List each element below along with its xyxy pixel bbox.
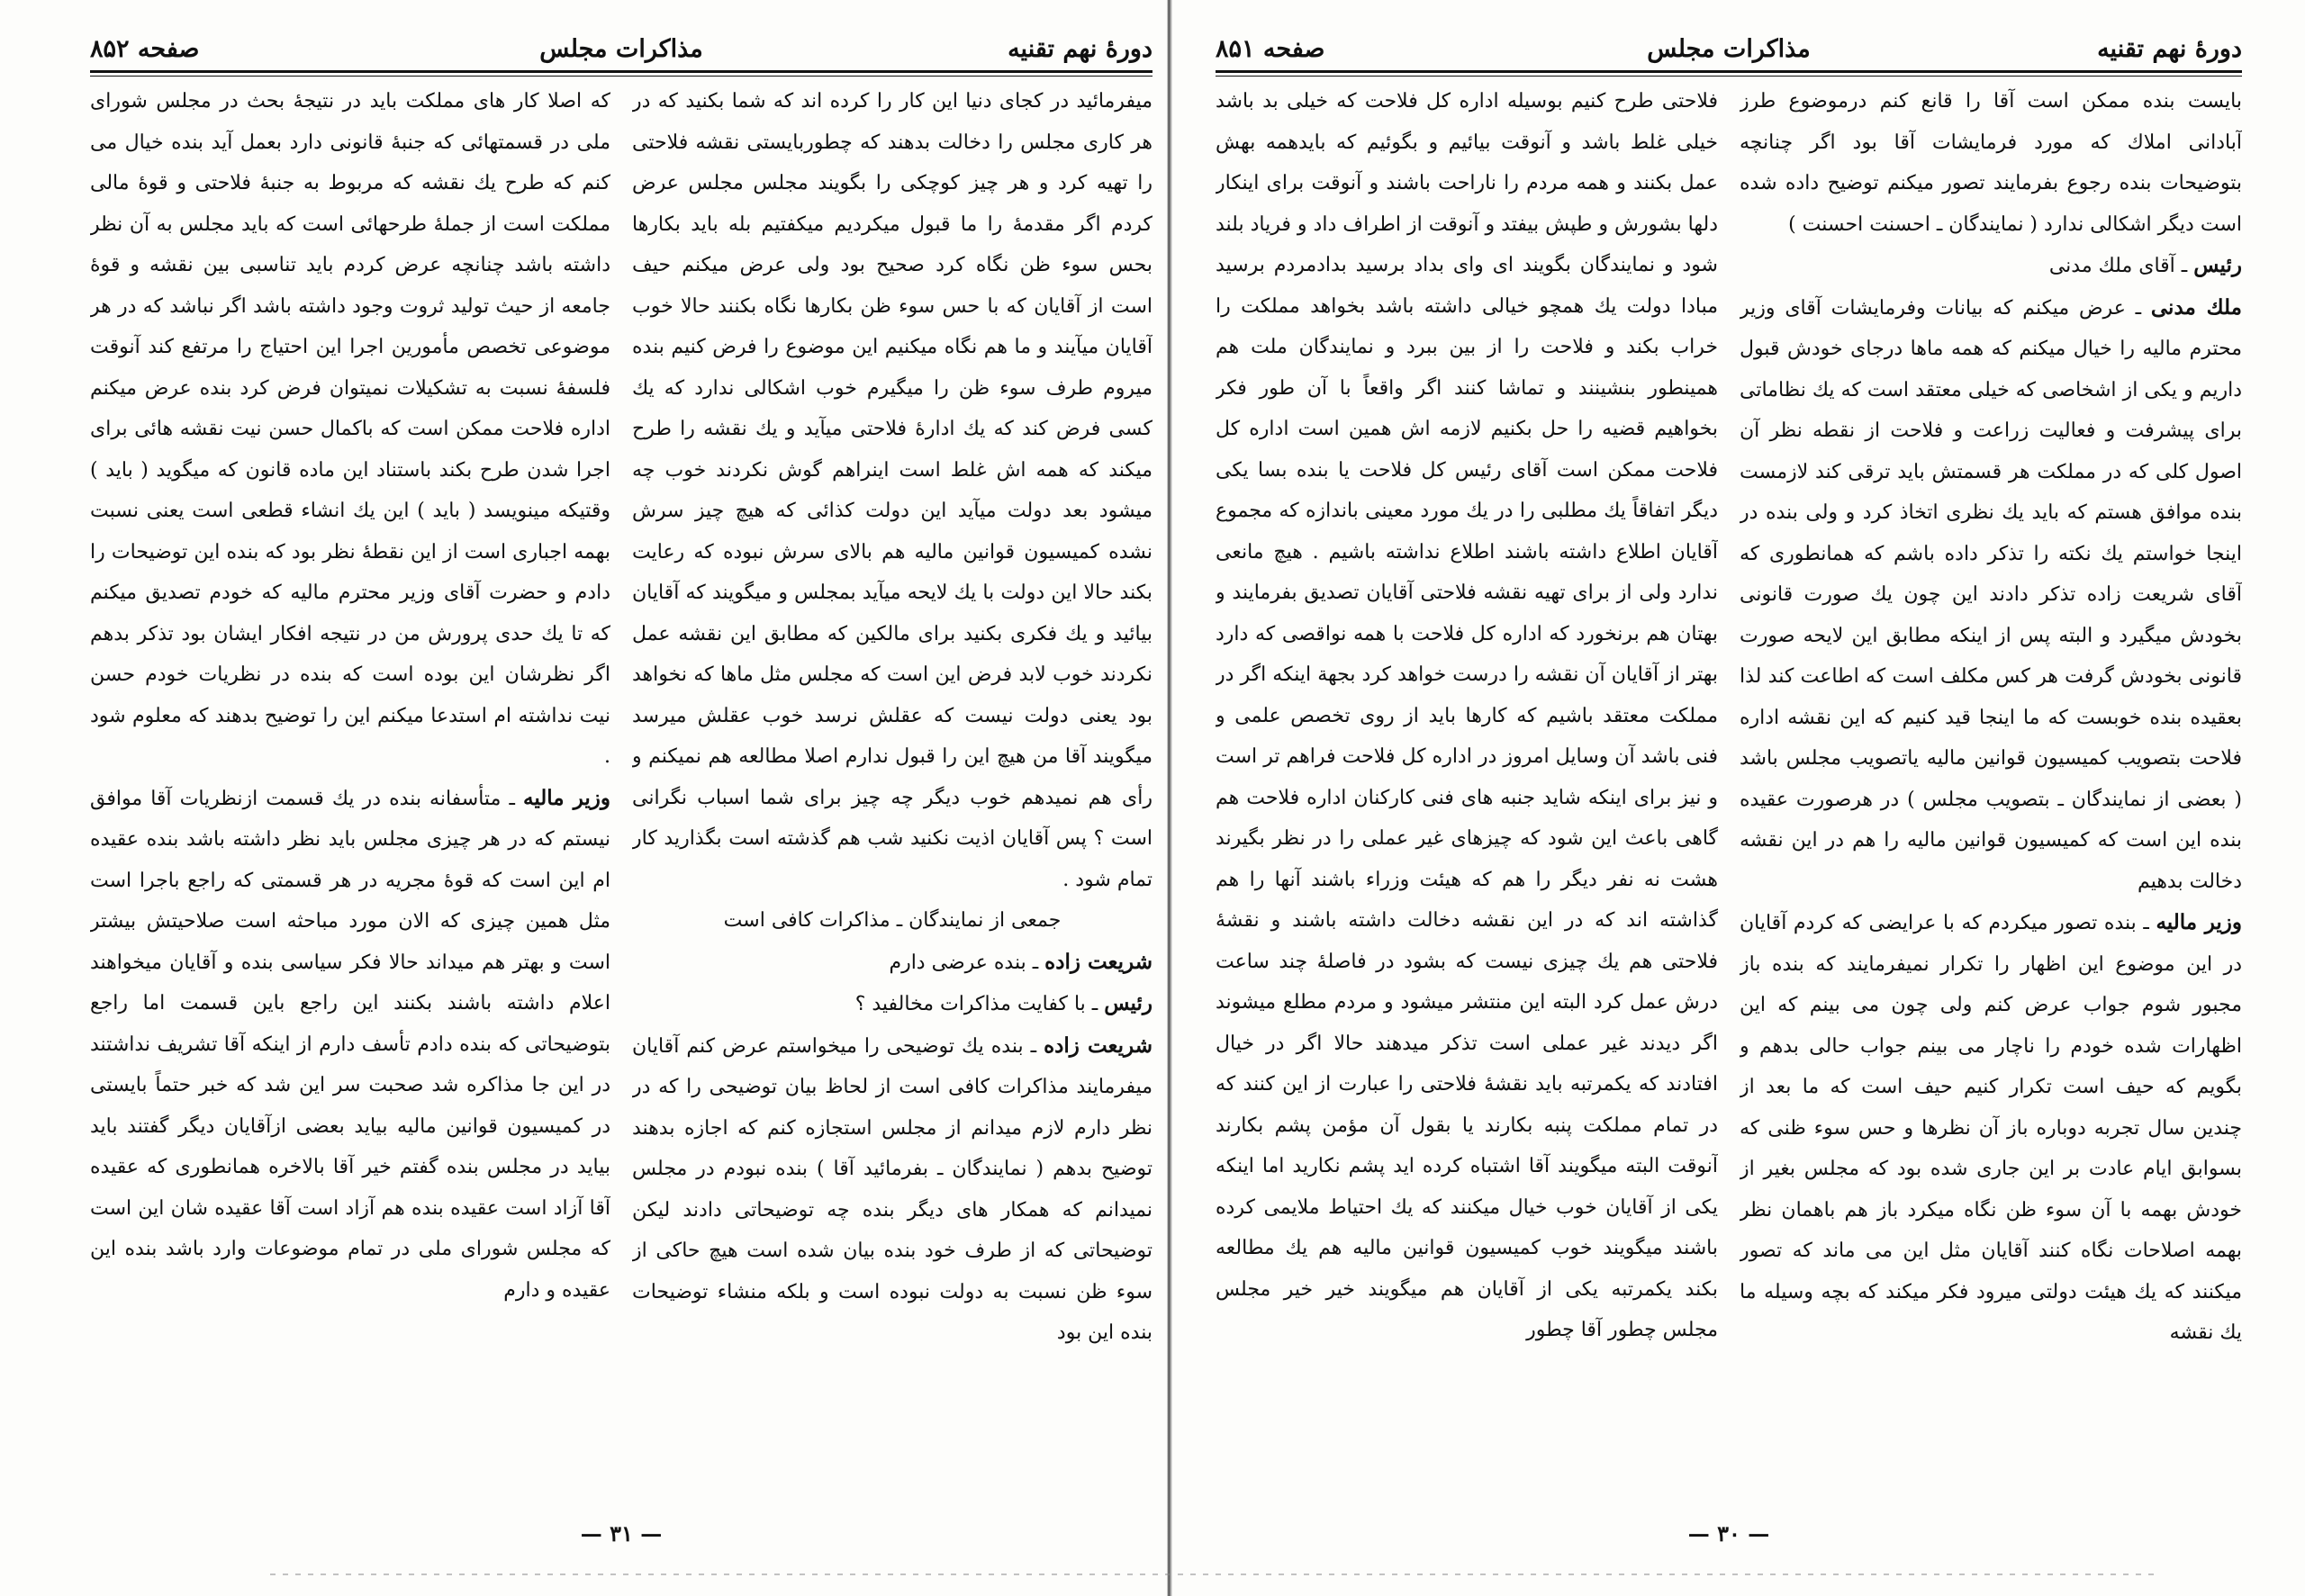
paragraph: جمعی از نمایندگان ـ مذاکرات کافی است [723,909,1062,932]
scan-artifact [270,1573,2161,1575]
speaker-name: شریعت زاده [1044,1032,1152,1058]
left-page-session-label: دورهٔ نهم تقنیه [1008,34,1152,63]
paragraph: رئیس ـ آقای ملك مدنی [2048,253,2242,277]
paragraph: فلاحتی طرح کنیم بوسیله اداره کل فلاحت که خیلی بد باشد خیلی غلط باشد و آنوقت بیائیم و بگوئیم که بایدهمه بهش عمل بکنند و همه مردم را ناراحت باشند و آنوقت برای اینکار دلها بشورش و طپش بیفتد و آنوقت از اطراف داد و فریاد بلند شود و نمایندگان بگویند ای وای بداد برسید بدادمردم برسید مبادا دولت یك همچو خیالی داشته باشد بخواهد مملکت را خراب بکند و فلاحت را از بین ببرد و نمایندگان ملت هم همینطور بنشینند و تماشا کنند اگر واقعاً با آن طور فکر بخواهیم قضیه را حل بکنیم لازمه اش همین است اداره کل فلاحت ممکن است آقای رئیس کل فلاحت یا بنده بسا یکی دیگر اتفاقاً یك مطلبی را در یك مورد معینی باندازه که مجموع آقایان اطلاع داشته باشند اطلاع نداشته باشیم . هیچ مانعی ندارد ولی از برای تهیه نقشه فلاحتی آقایان تصدیق بفرمایند و بهتان هم برنخورد که اداره کل فلاحت با همه نواقصی که دارد بهتر از آقایان آن نقشه را درست خواهد کرد بجهة اینکه اگر در مملکت معتقد باشیم که کارها باید از روی تخصص علمی و فنی باشد آن وسایل امروز در اداره کل فلاحت فراهم تر است و نیز برای اینکه شاید جنبه های فنی کارکنان اداره فلاحت هم گاهی باعث این شود که چیزهای غیر عملی را در نظر بگیرند هشت نه نفر دیگر را هم که هیئت وزراء باشند آنها را هم گذاشته اند که در این نقشه دخالت داشته باشند و نقشهٔ فلاحتی هم یك چیزی نیست که بشود در فاصلهٔ چند ساعت درش عمل کرد البته این منتشر میشود و مردم مطلع میشوند اگر دیدند غیر عملی است تذکر میدهند حالا اگر در خیال افتادند که یکمرتبه باید نقشهٔ فلاحتی را عبارت از این کنند که در تمام مملکت پنبه بکارند یا بقول آن مؤمن پشم بکارند آنوقت البته میگویند آقا اشتباه کرده اید پشم نکارید اما اینکه یکی از آقایان خوب خیال میکنند که یك احتیاط ملایمی کرده باشند میگویند خوب کمیسیون قوانین مالیه هم یك مطالعه بکند یکمرتبه یکی از آقایان هم میگویند خیر خیر مجلس مجلس چطور آقا چطور [1216,90,1718,1341]
right-page-column-left [1216,81,1718,1519]
left-page-header [90,31,1152,67]
left-page-columns [90,81,1152,1519]
paragraph: رئیس ـ با کفایت مذاکرات مخالفید ؟ [854,991,1152,1015]
speaker-name: ملك مدنی [2150,294,2242,320]
right-page-page-number: صفحه ۸۵۱ [1216,34,1325,63]
left-page-folio: — ۳۱ — [580,1520,663,1546]
paragraph: ملك مدنی ـ عرض میکنم که بیانات وفرمایشات آقای وزیر محترم مالیه را خیال میکنم که همه ماها درجای خودش قبول داریم و یکی از اشخاصی که خیلی معتقد است که یك نظاماتی برای پیشرفت و فعالیت زراعت و فلاحت از نقطه نظر آن اصول کلی که در مملکت هر قسمتش باید ترقی کند لازمست بنده موافق هستم که باید یك نظری اتخاذ کرد و ولی بنده در اینجا خواستم یك نکته را تذکر داده باشم که همانطوری که آقای شریعت زاده تذکر دادند این چون یك صورت قانونی بخودش میگیرد و البته پس از اینکه مطابق این لایحه صورت قانونی بخودش گرفت هر کس مکلف است که اطاعت کند لذا بعقیده بنده خوبست که ما اینجا قید کنیم که این نقشه اداره فلاحت بتصویب کمیسیون قوانین مالیه یاتصویب مجلس باشد ( بعضی از نمایندگان ـ بتصویب مجلس ) در هرصورت عقیده بنده این است که کمیسیون قوانین مالیه را هم در این نقشه دخالت بدهیم [1740,294,2242,893]
paragraph: بایست بنده ممکن است آقا را قانع کنم درموضوع طرز آبادانی املاك که مورد فرمایشات آقا بود اگر چنانچه بتوضیحات بنده رجوع بفرمایند تصور میکنم توضیح داده شده است دیگر اشکالی ندارد ( نمایندگان ـ احسنت احسنت ) [1740,90,2242,236]
speaker-name: رئیس [2193,253,2242,277]
right-page-running-title: مذاکرات مجلس [1647,34,1811,63]
right-page-header [1216,31,2242,67]
left-page-header-rule [90,70,1152,77]
paragraph: میفرمائید در کجای دنیا این کار را کرده اند که شما بکنید که در هر کاری مجلس را دخالت بدهند که چطوربایستی نقشه فلاحتی را تهیه کرد و هر چیز کوچکی را بگویند مجلس مجلس عرض کردم اگر مقدمهٔ را ما قبول میکردیم میکفتیم بله باید بکارها بحس سوء ظن نگاه کرد صحیح بود ولی عرض میکنم حیف است از آقایان که با حس سوء ظن بکارها نگاه بکنند حالا خوب آقایان میآیند و ما هم نگاه میکنیم این موضوع را فرض کنیم بنده میروم طرف سوء ظن را میگیرم خوب اشکالی ندارد که یك کسی فرض کند که یك ادارهٔ فلاحتی میآید و یك نقشه را طرح میکند که همه اش غلط است اینراهم گوش نکردند خوب چه میشود بعد دولت میآید این دولت کذائی که هیچ چیز سرش نشده کمیسیون قوانین مالیه هم بالای سرش نبوده که رعایت بکند حالا این دولت با یك لایحه میآید بمجلس و میگویند که آقایان بیائید و یك فکری بکنید برای مالکین که مطابق این نقشه عمل نکردند خوب لابد فرض این است که مجلس مثل ماها که نخواهد بود یعنی دولت نیست که عقلش نرسد خوب عقلش میرسد میگویند آقا من هیچ این را قبول ندارم اصلا مطالعه هم نمیکنم و رأی هم نمیدهم خوب دیگر چه چیز برای شما اسباب نگرانی است ؟ پس آقایان اذیت نکنید شب هم گذشته است بگذارید کار تمام شود . [632,90,1152,891]
paragraph: شریعت زاده ـ بنده یك توضیحی را میخواستم عرض کنم آقایان میفرمایند مذاکرات کافی است از لحاظ بیان توضیحی را که در نظر دارم لازم میدانم از مجلس استجازه کنم که اجازه بدهند توضیح بدهم ( نمایندگان ـ بفرمائید آقا ) بنده نبودم در مجلس نمیدانم که همکار های دیگر بنده چه توضیحاتی دادند لیکن توضیحاتی که از طرف خود بنده بیان شده است هیچ حاکی از سوء ظن نسبت به دولت نبوده است و بلکه منشاء توضیحات بنده این بود [632,1032,1152,1344]
left-page-column-right [632,81,1152,1519]
right-page-folio: — ۳۰ — [1687,1520,1770,1546]
left-page-page-number: صفحه ۸۵۲ [90,34,200,63]
speaker-name: شریعت زاده [1044,949,1152,974]
paragraph: شریعت زاده ـ بنده عرضی دارم [889,949,1152,974]
right-page-column-right [1740,81,2242,1519]
right-page-session-label: دورهٔ نهم تقنیه [2097,34,2242,63]
book-spine [1167,0,1172,1596]
right-page [1216,16,2242,1546]
right-page-header-rule [1216,70,2242,77]
paragraph: که اصلا کار های مملکت باید در نتیجهٔ بحث در مجلس شورای ملی در قسمتهائی که جنبهٔ قانونی دارد بعمل آید بنده خیال می کنم که طرح یك نقشه که مربوط به جنبهٔ فلاحتی و قوهٔ مالی مملکت است از جملهٔ طرحهائی است که باید مجلس به آن نظر داشته باشد چنانچه عرض کردم باید تناسبی بین نقشه و قوهٔ جامعه از حیث تولید ثروت وجود داشته باشد اگر نباشد که در هر موضوعی تخصص مأمورین اجرا این احتیاج را مرتفع کند آنوقت فلسفهٔ نسبت به تشکیلات نمیتوان فرض کرد بنده عرض میکنم اداره فلاحت ممکن است که باکمال حسن نیت نقشه هائی برای اجرا شدن طرح بکند باستناد این ماده قانون که میگوید ( باید ) وقتیکه مینویسد ( باید ) این یك انشاء قطعی است یعنی نسبت بهمه اجباری است از این نقطهٔ نظر بود که بنده این توضیحات را دادم و حضرت آقای وزیر محترم مالیه که خودم تصدیق میکنم که تا یك حدی پرورش من در نتیجه افکار ایشان بود تذکر بدهم اگر نظرشان این بوده است که بنده در نظریات خودم حسن نیت نداشته ام استدعا میکنم این را توضیح بدهند که معلوم شود . [90,90,610,768]
left-page-column-left [90,81,610,1519]
speaker-name: وزیر مالیه [2156,910,2242,934]
paragraph: وزیر مالیه ـ بنده تصور میکردم که با عرایضی که کردم آقایان در این موضوع این اظهار را تکرار نمیفرمایند که بنده باز مجبور شوم جواب عرض کنم ولی چون می بینم که این اظهارات شده خودم را ناچار می بینم جواب حالی بدهم و بگویم که حیف است تکرار کنیم حیف است که ما بعد از چندین سال تجربه دوباره باز آن نظرها و حس سوء ظنی که بسوابق ایام عادت بر این جاری شده بود که مجلس بغیر از خودش بهمه با آن سوء ظن نگاه میکرد باز هم باهمان نظر بهمه اصلاحات نگاه کنند آقایان مثل این می ماند که تصور میکنند که یك هیئت دولتی میرود فکر میکند که بچه وسیله ما یك نقشه [1740,910,2242,1344]
speaker-name: رئیس [1104,991,1152,1015]
right-page-columns [1216,81,2242,1519]
paragraph: وزیر مالیه ـ متأسفانه بنده در یك قسمت ازنظریات آقا موافق نیستم که در هر چیزی مجلس باید نظر داشته باشد بنده عقیده ام این است که قوهٔ مجریه در هر قسمتی که راجع باجرا است مثل همین چیزی که الان مورد مباحثه است صلاحیتش بیشتر است و بهتر هم میداند حالا فکر سیاسی بنده و آقایان میخواهند اعلام داشته باشند بکنند این راجع باین قسمت اما راجع بتوضیحاتی که بنده دادم تأسف دارم از اینکه آقا تشریف نداشتند در این جا مذاکره شد صحبت سر این شد که خبر حتماً بایستی در کمیسیون قوانین مالیه بیاید بعضی ازآقایان دیگر گفتند باید بیاید در مجلس بنده گفتم خیر آقا بالاخره همانطوری که عقیده آقا آزاد است عقیده بنده هم آزاد است آقا عقیده شان این است که مجلس شورای ملی در تمام موضوعات وارد باشد بنده این عقیده و دارم [90,785,610,1302]
left-page-running-title: مذاکرات مجلس [539,34,703,63]
speaker-name: وزیر مالیه [522,785,610,810]
left-page [90,16,1152,1546]
